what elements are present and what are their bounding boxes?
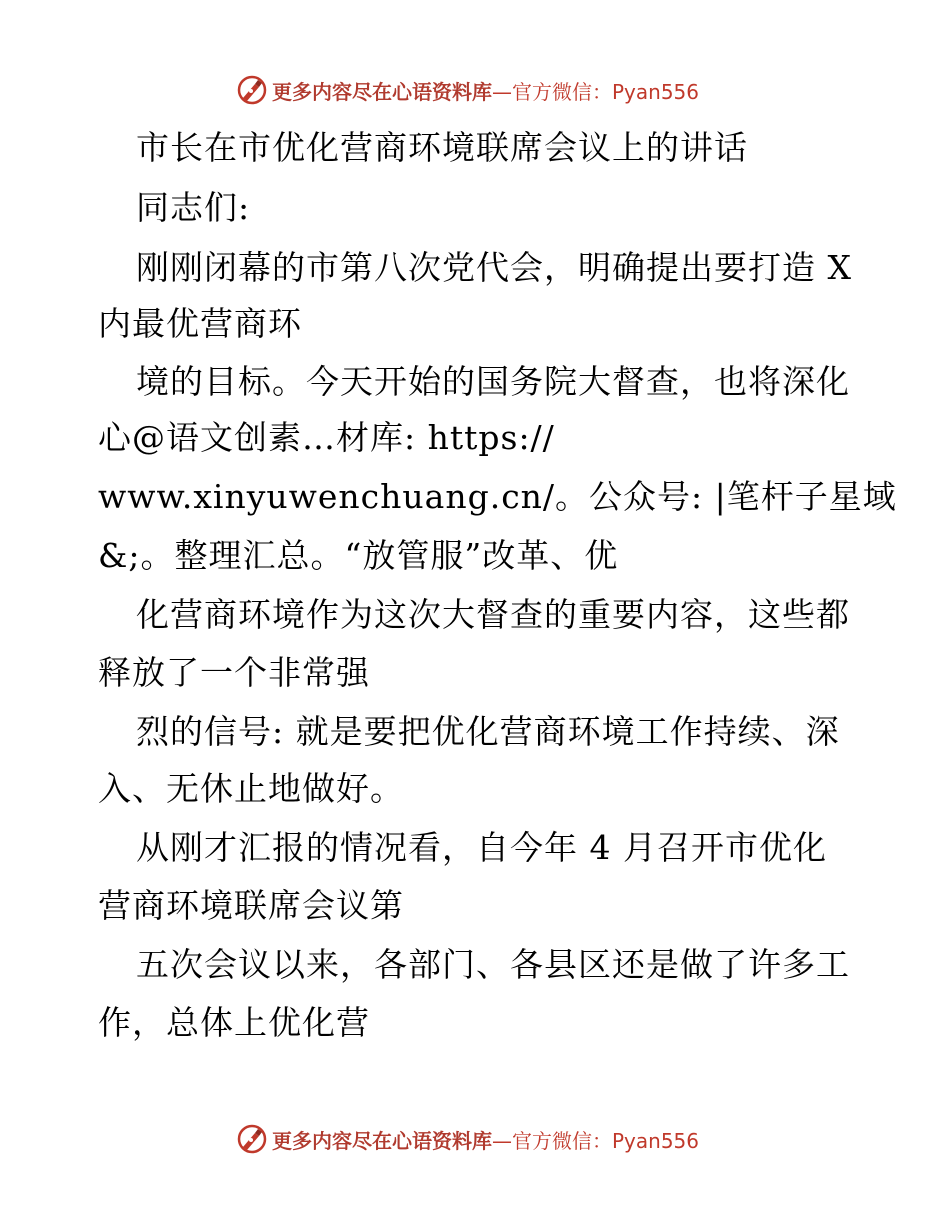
doc-line: 作，总体上优化营 xyxy=(98,1003,370,1042)
doc-line: 从刚才汇报的情况看，自今年 4 月召开市优化 xyxy=(136,828,827,867)
doc-line: 境的目标。今天开始的国务院大督查，也将深化 xyxy=(136,362,850,401)
doc-line: www.xinyuwenchuang.cn/。公众号: |笔杆子星域 xyxy=(98,477,897,516)
doc-line: 同志们: xyxy=(136,188,251,227)
watermark-wechat-text: 官方微信：Pyan556 xyxy=(512,79,700,104)
watermark-brand-text: 更多内容尽在心语资料库 xyxy=(272,79,492,104)
header-watermark xyxy=(236,73,736,107)
watermark-dash: — xyxy=(492,79,512,104)
pen-logo-icon xyxy=(236,74,268,106)
doc-line: 烈的信号: 就是要把优化营商环境工作持续、深 xyxy=(136,712,840,751)
doc-line: 释放了一个非常强 xyxy=(98,653,370,692)
pen-logo-icon xyxy=(236,1123,268,1155)
doc-line: 内最优营商环 xyxy=(98,304,302,343)
doc-line: 刚刚闭幕的市第八次党代会，明确提出要打造 X xyxy=(136,248,852,287)
doc-line: 化营商环境作为这次大督查的重要内容，这些都 xyxy=(136,595,850,634)
doc-line: &;。整理汇总。“放管服”改革、优 xyxy=(98,536,619,575)
footer-watermark xyxy=(236,1122,736,1156)
watermark-brand-text: 更多内容尽在心语资料库 xyxy=(272,1128,492,1153)
doc-line: 营商环境联席会议第 xyxy=(98,886,404,925)
doc-line: 心@语文创素…材库: https:// xyxy=(98,418,555,457)
watermark-wechat-text: 官方微信：Pyan556 xyxy=(512,1128,700,1153)
watermark-dash: — xyxy=(492,1128,512,1153)
doc-line: 五次会议以来，各部门、各县区还是做了许多工 xyxy=(136,945,850,984)
doc-line: 入、无休止地做好。 xyxy=(98,769,404,808)
page-title: 市长在市优化营商环境联席会议上的讲话 xyxy=(136,128,748,167)
